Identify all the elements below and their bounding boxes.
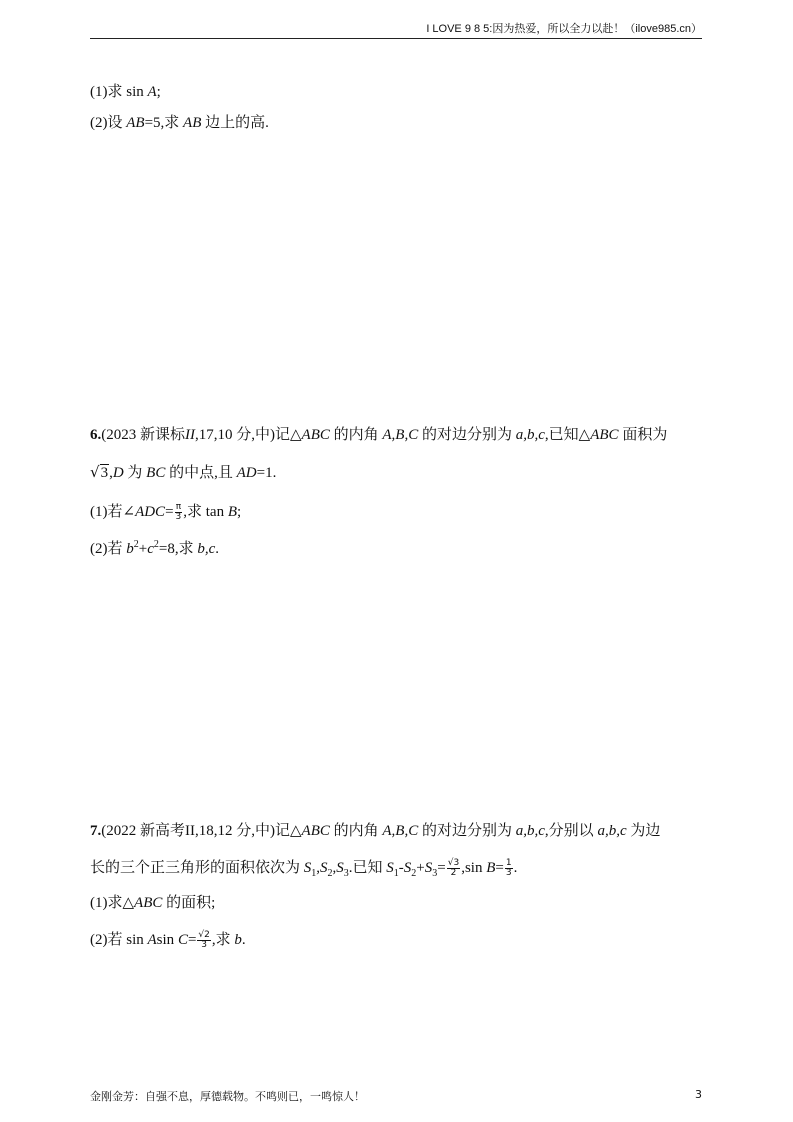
q5-part1: (1)求 sin A; xyxy=(90,84,161,100)
fraction-pi-over-3: $\frac{\pi}{3}$ xyxy=(175,502,182,523)
page-footer xyxy=(90,1088,702,1104)
q7-part2: (2)若 sin Asin C= $\frac{√2}{3}$ ,求 b. xyxy=(90,930,246,951)
q7-part1: (1)求△ABC 的面积; xyxy=(90,895,216,911)
sqrt-symbol: √ xyxy=(90,463,100,481)
q7-stem-line2: 长的三个正三角形的面积依次为 $S_1,S_2,S_3$.已知 $S_1-S_2+S_3=$ $\frac{√3}{2}$ ,sin B= $\frac{1}{3}$ . xyxy=(90,858,518,879)
header-text: I LOVE 9 8 5:因为热爱，所以全力以赴！（ilove985.cn） xyxy=(426,23,702,35)
page-header xyxy=(90,20,702,39)
footer-motto: 金刚金芳：自强不息，厚德载物。不鸣则已，一鸣惊人！ xyxy=(90,1090,365,1103)
fraction-1-over-3: $\frac{1}{3}$ xyxy=(505,858,512,879)
q6-stem-line2: √3,D 为 BC 的中点,且 AD=1. xyxy=(90,463,277,481)
q5-part2: (2)设 AB=5,求 AB 边上的高. xyxy=(90,115,269,131)
fraction-sqrt2-over-3: $\frac{√2}{3}$ xyxy=(198,930,210,951)
q6-part2: (2)若 $b^2+c^2=8$,求 b,c. xyxy=(90,539,220,557)
q6-part1: (1)若∠ADC= $\frac{\pi}{3}$ ,求 tan B; xyxy=(90,502,242,523)
q7-stem-line1: 7.(2022 新高考II,18,12 分,中)记△ABC 的内角 A,B,C 的对边分别为 a,b,c,分别以 a,b,c 为边 xyxy=(90,823,661,839)
page-number: 3 xyxy=(695,1088,702,1101)
fraction-sqrt3-over-2: $\frac{√3}{2}$ xyxy=(447,858,460,879)
q7-number: 7. xyxy=(90,823,102,839)
q6-stem-line1: 6.(2023 新课标II,17,10 分,中)记△ABC 的内角 A,B,C 的对边分别为 a,b,c,已知△ABC 面积为 xyxy=(90,427,668,443)
q6-number: 6. xyxy=(90,427,102,443)
